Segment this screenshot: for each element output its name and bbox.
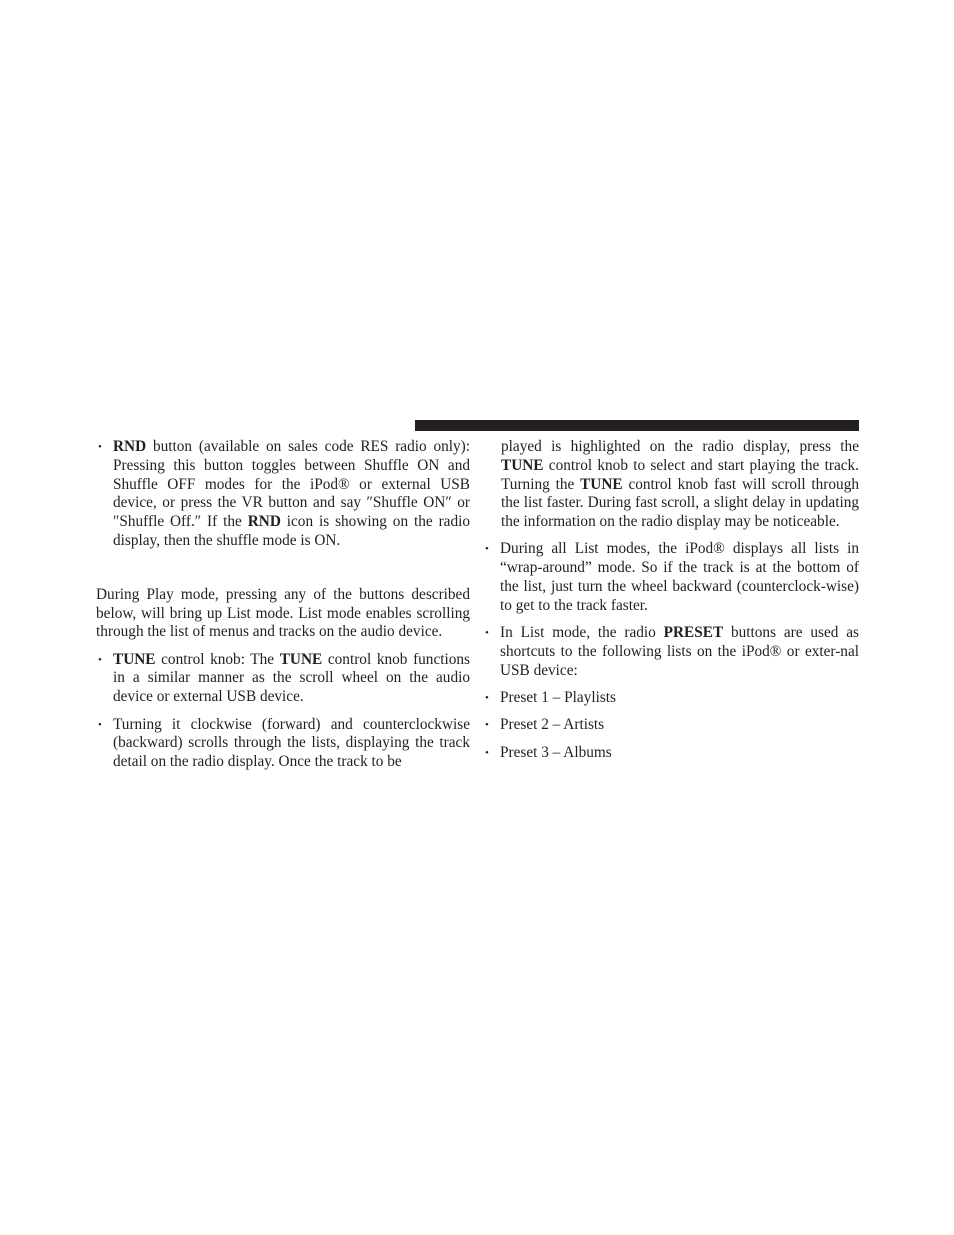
preset-bold: PRESET [663, 624, 724, 642]
tune-bold: TUNE [279, 650, 323, 668]
preset-bullet: • In List mode, the radio PRESET buttons are used as shortcuts to the following lists on the iPod® or exter-nal USB device: [485, 624, 859, 679]
rnd-bold: RND [113, 438, 147, 455]
turning-bullet: • Turning it clockwise (forward) and counterclockwise (backward) scrolls through the lists, displaying the track detail on the radio display. Once the track to be [98, 715, 470, 771]
continued-bullet-text: played is highlighted on the radio display, press the TUNE control knob to select and start playing the track. Turning the TUNE control knob fast will scroll through the list faster. During fast scroll, a slight delay in updating the information on the radio display may be noticeable. [501, 438, 859, 531]
tune-bold: TUNE [113, 650, 156, 668]
right-column [483, 438, 859, 771]
rnd-bullet: • RND button (available on sales code RES radio only): Pressing this button toggles between Shuffle ON and Shuffle OFF modes for the iPod® or external USB device, or press the VR button and say ″Shuffle ON″ or ″Shuffle Off.″ If the RND icon is showing on the radio display, then the shuffle mode is ON. [98, 438, 471, 549]
list-mode-paragraph: During Play mode, pressing any of the buttons described below, will bring up List mode. List mode enables scrolling through the list of menus and tracks on the audio device. [96, 585, 470, 641]
preset-list-item: • Preset 3 – Albums [485, 743, 612, 761]
preset-list-item: • Preset 1 – Playlists [485, 689, 617, 707]
tune-bold: TUNE [501, 456, 544, 474]
bullet-icon: • [485, 746, 489, 759]
header-bar [415, 420, 859, 431]
bullet-icon: • [485, 719, 489, 732]
bullet-icon: • [485, 692, 489, 705]
tune-bullet: • TUNE control knob: The TUNE control knob functions in a similar manner as the scroll wheel on the audio device or external USB device. [98, 650, 470, 706]
bullet-icon: • [98, 441, 102, 453]
wrap-around-bullet: • During all List modes, the iPod® displays all lists in “wrap-around” mode. So if the track is at the bottom of the list, just turn the wheel backward (counterclock-wise) to get to the track faster. [485, 540, 859, 614]
rnd-bold: RND [247, 513, 281, 531]
tune-bold: TUNE [580, 475, 623, 493]
bullet-icon: • [485, 627, 489, 640]
left-column [96, 438, 470, 780]
bullet-icon: • [485, 543, 489, 556]
preset-list-item: • Preset 2 – Artists [485, 716, 605, 734]
bullet-icon: • [98, 718, 102, 731]
bullet-icon: • [98, 653, 102, 666]
